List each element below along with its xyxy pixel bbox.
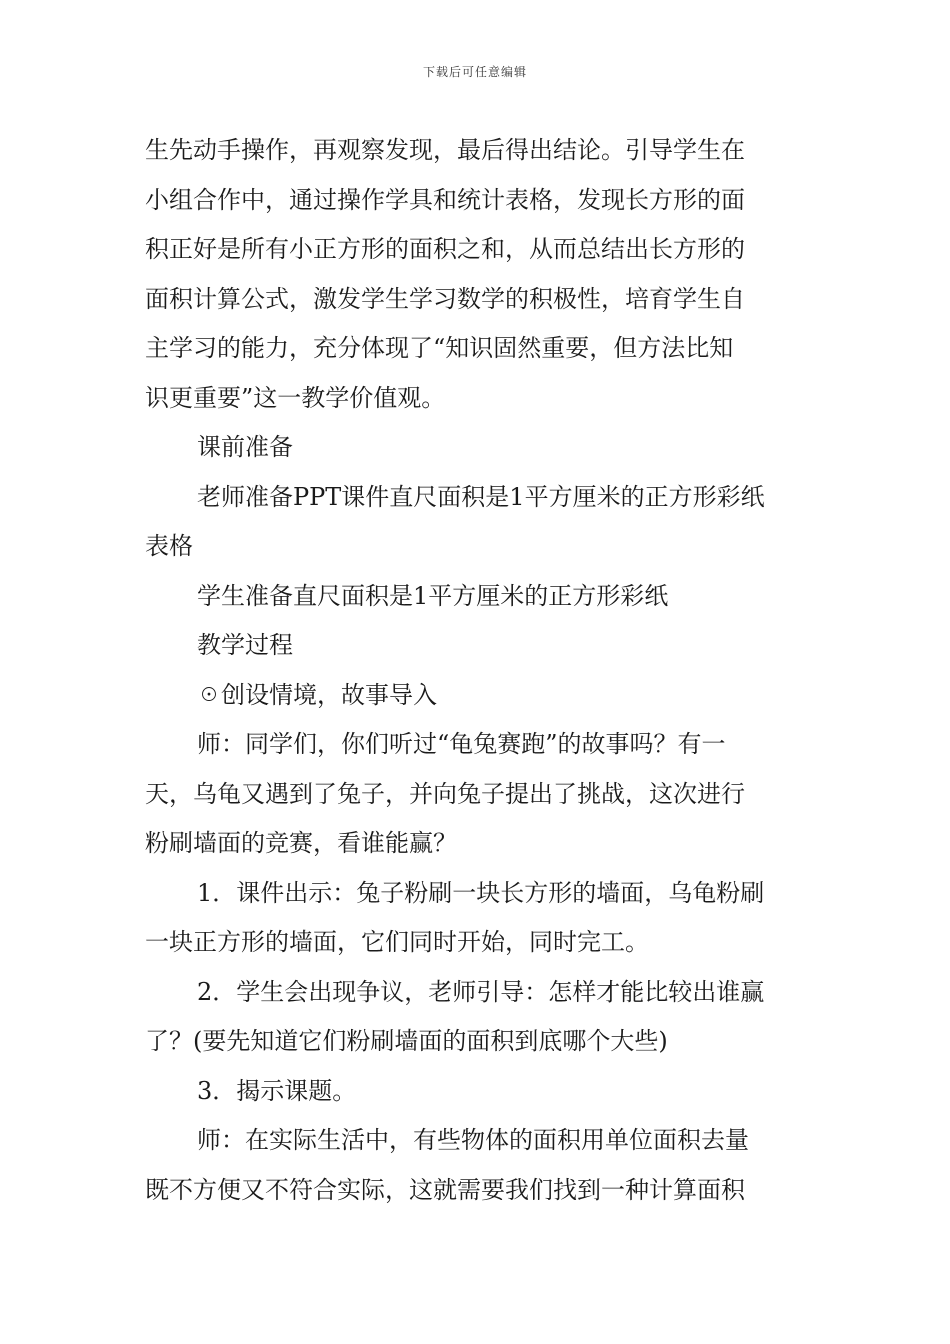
text-line: 小组合作中，通过操作学具和统计表格，发现长方形的面 (145, 185, 745, 214)
list-item-2 (145, 968, 807, 1067)
text-line: 了？(要先知道它们粉刷墙面的面积到底哪个大些) (145, 1027, 668, 1055)
text-line: 2．学生会出现争议，老师引导：怎样才能比较出谁赢 (197, 977, 765, 1006)
section-heading-prep: 课前准备 (197, 433, 293, 461)
paragraph-teacher-final (145, 1116, 807, 1215)
text-line: 天，乌龟又遇到了兔子，并向兔子提出了挑战，这次进行 (145, 779, 745, 808)
text-line: 师：在实际生活中，有些物体的面积用单位面积去量 (197, 1126, 749, 1154)
text-line: 既不方便又不符合实际，这就需要我们找到一种计算面积 (145, 1175, 745, 1204)
text-line: 识更重要”这一教学价值观。 (145, 383, 446, 412)
page-header: 下载后可任意编辑 (422, 65, 527, 79)
text-line: 表格 (145, 532, 193, 560)
text-line: 积正好是所有小正方形的面积之和，从而总结出长方形的 (145, 235, 745, 263)
list-item-3: 3．揭示课题。 (197, 1076, 357, 1105)
paragraph-intro (145, 126, 807, 423)
paragraph-teacher-prep (145, 473, 807, 572)
text-line: 主学习的能力，充分体现了“知识固然重要，但方法比知 (145, 334, 734, 362)
step-heading-1: ☉创设情境，故事导入 (197, 680, 437, 709)
text-line: 1．课件出示：兔子粉刷一块长方形的墙面，乌龟粉刷 (197, 878, 765, 907)
text-line: 老师准备PPT课件直尺面积是1平方厘米的正方形彩纸 (197, 482, 765, 511)
text-line: 一块正方形的墙面，它们同时开始，同时完工。 (145, 928, 649, 956)
text-line: 师：同学们，你们听过“龟兔赛跑”的故事吗？有一 (197, 730, 726, 758)
text-line: 面积计算公式，激发学生学习数学的积极性，培育学生自 (145, 284, 745, 313)
paragraph-student-prep: 学生准备直尺面积是1平方厘米的正方形彩纸 (197, 581, 669, 610)
text-line: 粉刷墙面的竞赛，看谁能赢？ (145, 829, 457, 857)
section-heading-process: 教学过程 (197, 631, 293, 659)
list-item-1 (145, 869, 807, 968)
paragraph-teacher-story (145, 720, 807, 869)
text-line: 生先动手操作，再观察发现，最后得出结论。引导学生在 (145, 136, 745, 164)
document-body (145, 126, 807, 1215)
